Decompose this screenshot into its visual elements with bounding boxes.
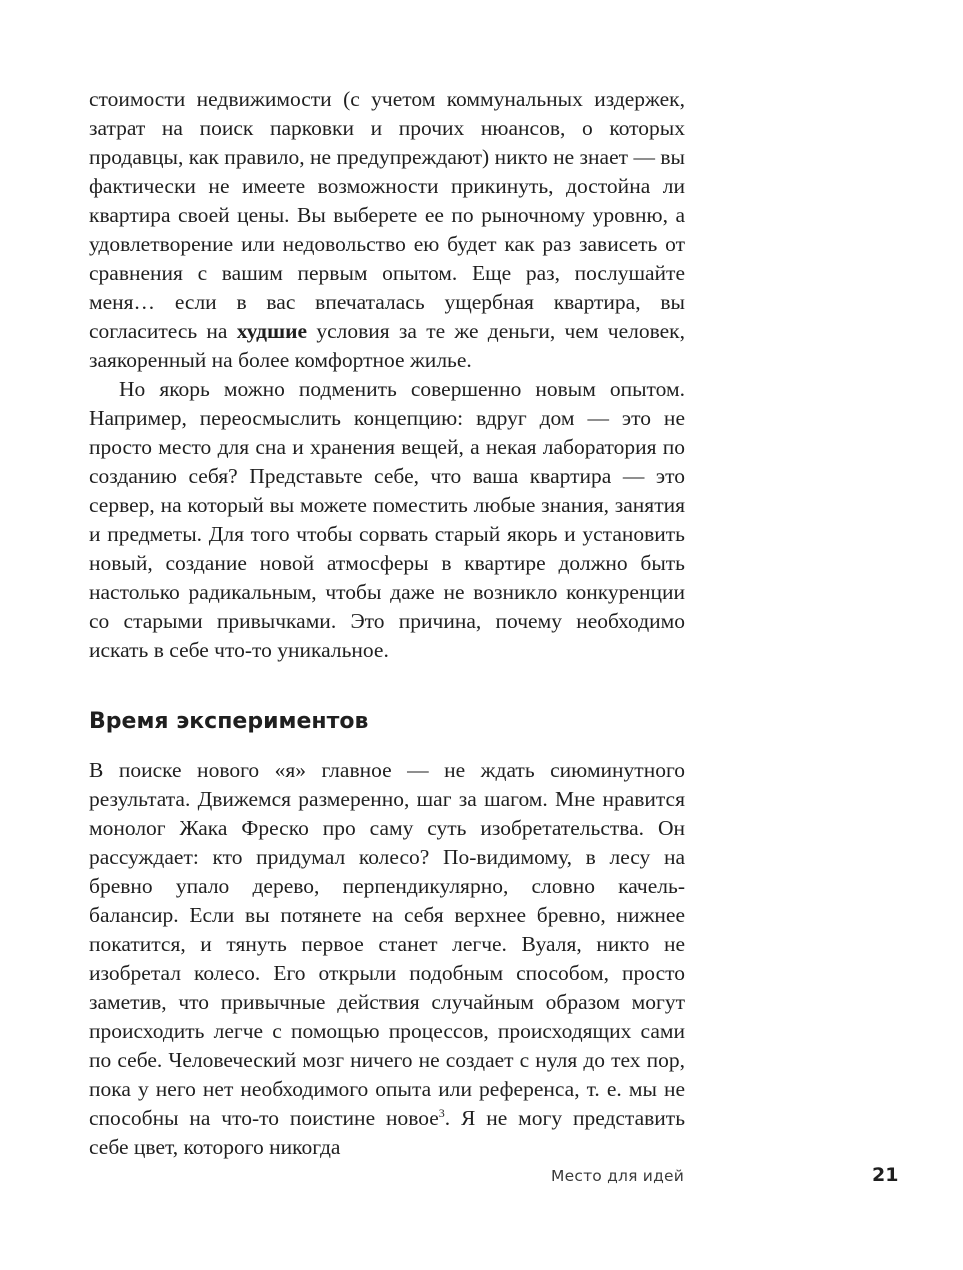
running-footer-title: Место для идей	[551, 1167, 684, 1185]
page-number: 21	[872, 1164, 899, 1186]
body-text-bottom	[89, 756, 685, 1162]
paragraph-3-text: В поиске нового «я» главное — не ждать сиюминутного результата. Движемся размеренно, шаг за шагом. Мне нравится монолог Жака Фреско про саму суть изобретательства. Он рассуждает: кто придумал колесо? По-видимому, в лесу на бревно упало дерево, перпендикулярно, словно качель-балансир. Если вы потянете на себя верхнее бревно, нижнее покатится, и тянуть первое станет легче. Вуаля, никто не изобретал колесо. Его открыли подобным способом, просто заметив, что привычные действия случайным образом могут происходить легче с помощью процессов, происходящих сами по себе. Человеческий мозг ничего не создает с нуля до тех пор, пока у него нет необходимого опыта или референса, т. е. мы не способны на что-то поистине новое	[89, 758, 685, 1130]
paragraph-1-text: стоимости недвижимости (с учетом коммунальных издержек, затрат на поиск парковки и прочих нюансов, о которых продавцы, как правило, не предупреждают) никто не знает — вы фактически не имеете возможности прикинуть, достойна ли квартира своей цены. Вы выберете ее по рыночному уровню, а удовлетворение или недовольство ею будет как раз зависеть от сравнения с вашим первым опытом. Еще раз, послушайте меня… если в вас впечаталась ущербная квартира, вы согласитесь на	[89, 87, 685, 343]
footnote-marker[interactable]: 3	[438, 1105, 445, 1120]
paragraph-3-end: . Я не могу представить себе цвет, которого никогда	[89, 1106, 685, 1159]
paragraph-3	[89, 756, 685, 1162]
paragraph-2: Но якорь можно подменить совершенно новым опытом. Например, переосмыслить концепцию: вдруг дом — это не просто место для сна и хранения вещей, а некая лаборатория по созданию себя? Представьте себе, что ваша квартира — это сервер, на который вы можете поместить любые знания, занятия и предметы. Для того чтобы сорвать старый якорь и установить новый, создание новой атмосферы в квартире должно быть настолько радикальным, чтобы даже не возникло конкуренции со старыми привычками. Это причина, почему необходимо искать в себе что-то уникальное.	[89, 377, 685, 662]
section-heading: Время экспериментов	[89, 709, 369, 734]
body-text-top	[89, 85, 685, 665]
paragraph-1-end: условия за те же деньги, чем человек, заякоренный на более комфортное жилье.	[89, 319, 685, 372]
paragraph-1	[89, 85, 685, 375]
paragraph-1-bold-word: худшие	[236, 319, 308, 343]
